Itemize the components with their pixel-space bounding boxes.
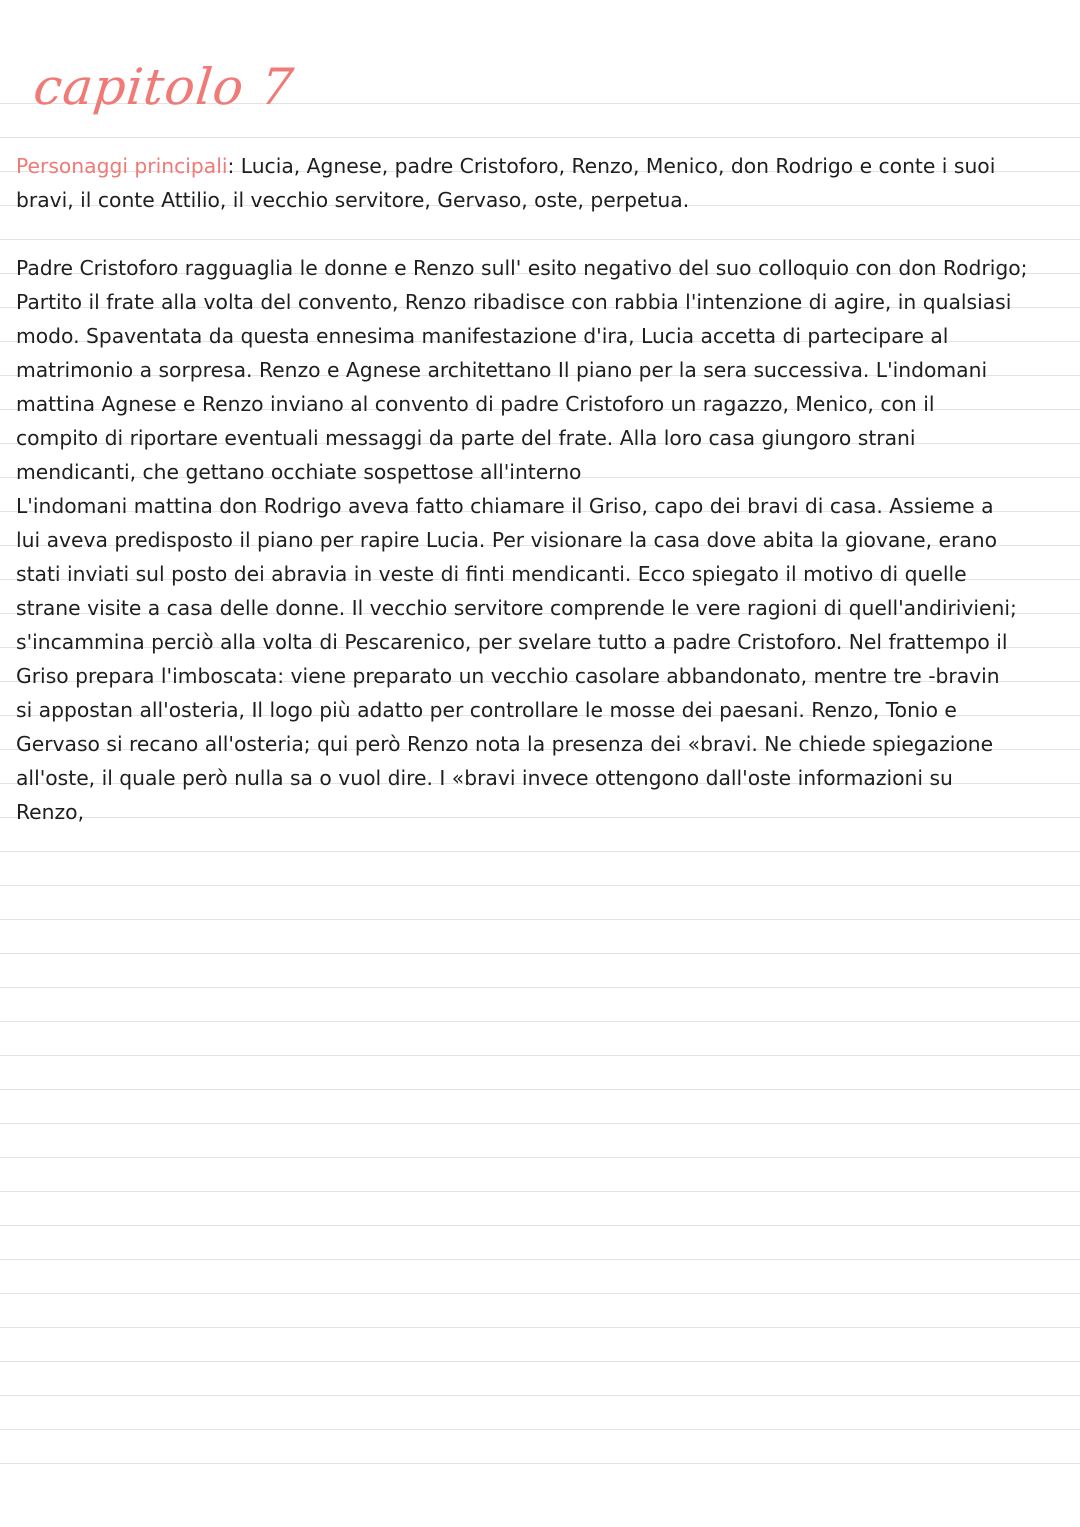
paragraph1-line: compito di riportare eventuali messaggi da parte del frate. Alla loro casa giungoro strani [16, 426, 916, 450]
characters-label: Personaggi principali [16, 154, 228, 178]
characters-text-1: : Lucia, Agnese, padre Cristoforo, Renzo, Menico, don Rodrigo e conte i suoi [227, 154, 996, 178]
paragraph2-line: si appostan all'osteria, Il logo più adatto per controllare le mosse dei paesani. Renzo, Tonio e [16, 698, 957, 722]
paragraph2-line: stati inviati sul posto dei abravia in veste di finti mendicanti. Ecco spiegato il motivo di quelle [16, 562, 967, 586]
characters-line-2: bravi, il conte Attilio, il vecchio servitore, Gervaso, oste, perpetua. [16, 188, 690, 212]
paragraph1-line: matrimonio a sorpresa. Renzo e Agnese architettano Il piano per la sera successiva. L'indomani [16, 358, 988, 382]
paragraph2-line: all'oste, il quale però nulla sa o vuol dire. I «bravi invece ottengono dall'oste informazioni su [16, 766, 953, 790]
paragraph1-line: mendicanti, che gettano occhiate sospettose all'interno [16, 460, 582, 484]
paragraph2-line: Renzo, [16, 800, 85, 824]
notes-body [16, 149, 1068, 829]
paragraph2-line: s'incammina perciò alla volta di Pescarenico, per svelare tutto a padre Cristoforo. Nel frattempo il [16, 630, 1008, 654]
characters-line-1 [16, 149, 1068, 183]
paragraph1-line: mattina Agnese e Renzo inviano al convento di padre Cristoforo un ragazzo, Menico, con il [16, 392, 935, 416]
paragraph2-line: Griso prepara l'imboscata: viene preparato un vecchio casolare abbandonato, mentre tre -bravin [16, 664, 1000, 688]
blank-line [16, 217, 1068, 251]
paragraph2-line: L'indomani mattina don Rodrigo aveva fatto chiamare il Griso, capo dei bravi di casa. Assieme a [16, 494, 994, 518]
paragraph1-line: Padre Cristoforo ragguaglia le donne e Renzo sull' esito negativo del suo colloquio con don Rodrigo; [16, 256, 1028, 280]
paragraph2-line: strane visite a casa delle donne. Il vecchio servitore comprende le vere ragioni di quell'andirivieni; [16, 596, 1017, 620]
paragraph2-line: Gervaso si recano all'osteria; qui però Renzo nota la presenza dei «bravi. Ne chiede spiegazione [16, 732, 994, 756]
paragraph1-line: Partito il frate alla volta del convento, Renzo ribadisce con rabbia l'intenzione di agire, in qualsiasi [16, 290, 1012, 314]
page-title: capitolo 7 [30, 58, 297, 116]
paragraph2-line: lui aveva predisposto il piano per rapire Lucia. Per visionare la casa dove abita la giovane, erano [16, 528, 998, 552]
paragraph1-line: modo. Spaventata da questa ennesima manifestazione d'ira, Lucia accetta di partecipare al [16, 324, 949, 348]
